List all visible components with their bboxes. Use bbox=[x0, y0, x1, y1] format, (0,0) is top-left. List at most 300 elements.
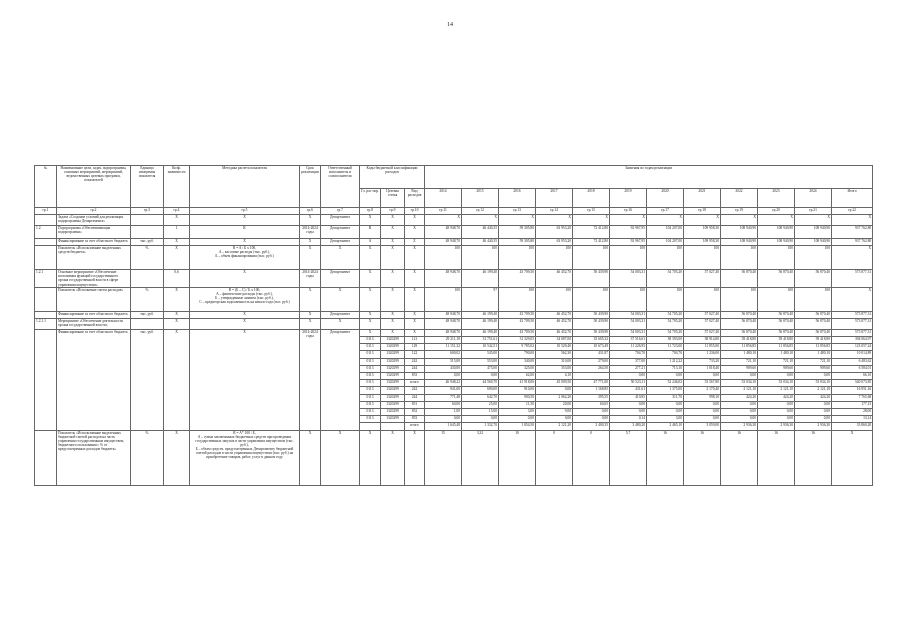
row-value: 10 542,51 bbox=[462, 344, 499, 351]
row-code-kind: X bbox=[405, 311, 425, 318]
header-year: 2021 bbox=[684, 189, 721, 208]
row-method: X bbox=[190, 311, 300, 318]
row-value: X bbox=[832, 287, 873, 311]
row-value: 0,00 bbox=[758, 401, 795, 408]
header-year: 2023 bbox=[758, 189, 795, 208]
row-value: 97 bbox=[462, 287, 499, 311]
row-value: 11 855,00 bbox=[684, 344, 721, 351]
row-value: 3,32 bbox=[462, 430, 499, 485]
row-term: 2014-2024 годы bbox=[300, 270, 321, 288]
row-number bbox=[35, 239, 57, 246]
row-code-grbs: X bbox=[360, 430, 381, 485]
row-number bbox=[35, 430, 57, 485]
row-code-grbs: 0113 bbox=[360, 394, 381, 401]
row-value: 0 bbox=[536, 430, 573, 485]
row-value: 52 246,02 bbox=[647, 380, 684, 387]
row-value: 57 027,40 bbox=[684, 329, 721, 336]
row-value: 721,10 bbox=[758, 358, 795, 365]
row-term: X bbox=[300, 287, 321, 311]
row-value: 104 207,00 bbox=[647, 239, 684, 246]
row-value: 56 870,40 bbox=[795, 311, 832, 318]
row-value: 11,50 bbox=[499, 401, 536, 408]
header-year: 2022 bbox=[721, 189, 758, 208]
header-year: 2015 bbox=[462, 189, 499, 208]
row-value: 50 439,90 bbox=[573, 318, 610, 329]
row-value: 9,00 bbox=[536, 408, 573, 415]
row-value: 2 400,35 bbox=[573, 423, 610, 430]
table-row bbox=[35, 329, 873, 336]
row-method: R = A* 100 / Б, A – сумма заключенных бюджетных средств при проведении государственных закупок в части управления имуществом (тыс. руб.), Б – объем средств, предусмотренных Департаменту бюджетной сметой расходов в части управления имуществом (тыс. руб.) на приобретение товаров, работ, услуг в данном году bbox=[190, 430, 300, 485]
row-value: 48 948,70 bbox=[425, 329, 462, 336]
header-code-grbs: Гл. рас-пор. bbox=[360, 189, 381, 208]
table-row bbox=[35, 430, 873, 485]
row-value: X bbox=[610, 215, 647, 226]
row-code-grbs: X bbox=[360, 329, 381, 336]
column-index: гр.2 bbox=[57, 208, 131, 215]
row-value: 3,00 bbox=[647, 416, 684, 423]
row-code-grbs: X bbox=[360, 215, 381, 226]
row-value: 277,21 bbox=[610, 365, 647, 372]
row-value: 1 854,50 bbox=[499, 423, 536, 430]
row-value: 573 877,31 bbox=[832, 329, 873, 336]
row-value: 177,15 bbox=[832, 401, 873, 408]
row-value: 108 940,90 bbox=[721, 226, 758, 239]
row-value: 38 393,00 bbox=[647, 337, 684, 344]
row-value: 63 953,20 bbox=[536, 226, 573, 239]
row-value: 0,00 bbox=[647, 373, 684, 380]
row-coef: X bbox=[164, 329, 190, 430]
row-code-kind: 852 bbox=[405, 408, 425, 415]
row-value: 573 877,31 bbox=[832, 270, 873, 288]
table-row bbox=[35, 270, 873, 288]
row-resp: Департамент bbox=[321, 215, 360, 226]
row-coef: X bbox=[164, 311, 190, 318]
row-code-target: X bbox=[381, 246, 405, 270]
row-value: 2 170,40 bbox=[684, 387, 721, 394]
row-value: 0,00 bbox=[721, 373, 758, 380]
table-row bbox=[35, 246, 873, 270]
row-value: 10 014,89 bbox=[832, 351, 873, 358]
row-value: 410,85 bbox=[610, 394, 647, 401]
row-value: 841,00 bbox=[425, 387, 462, 394]
row-code-grbs: A bbox=[360, 239, 381, 246]
row-value: 20,00 bbox=[536, 401, 573, 408]
header-term: Срок реализации bbox=[300, 166, 321, 208]
row-value: X bbox=[647, 215, 684, 226]
row-value: X bbox=[795, 215, 832, 226]
row-code-target: X bbox=[381, 329, 405, 336]
row-code-kind: 242 bbox=[405, 387, 425, 394]
row-value: 998,10 bbox=[684, 394, 721, 401]
row-value: 46 452,70 bbox=[536, 270, 573, 288]
row-value: 100 bbox=[647, 287, 684, 311]
row-value: 108 940,90 bbox=[795, 226, 832, 239]
row-code-target: 1320299 bbox=[381, 416, 405, 423]
row-value: 0,00 bbox=[758, 373, 795, 380]
row-value: 54 705,20 bbox=[647, 329, 684, 336]
row-unit bbox=[131, 215, 164, 226]
row-method: X bbox=[190, 270, 300, 288]
column-index: гр.10 bbox=[405, 208, 425, 215]
column-index: гр.22 bbox=[832, 208, 873, 215]
row-value: 5,7 bbox=[610, 430, 647, 485]
row-number: 1.2.1 bbox=[35, 270, 57, 288]
header-row bbox=[35, 166, 873, 189]
row-code-target: X bbox=[381, 311, 405, 318]
row-value: 45 009,50 bbox=[536, 380, 573, 387]
row-value: 0,00 bbox=[795, 373, 832, 380]
header-codes: Коды бюджетной классификации расходов bbox=[360, 166, 425, 189]
row-method: X bbox=[190, 215, 300, 226]
row-resp: X bbox=[321, 246, 360, 270]
row-value: 43 709,50 bbox=[499, 311, 536, 318]
row-value: 62,00 bbox=[499, 373, 536, 380]
row-value: 100 bbox=[610, 246, 647, 270]
row-value: 100 bbox=[536, 246, 573, 270]
row-code-target: 1320299 bbox=[381, 408, 405, 415]
row-value: 1 480,10 bbox=[758, 351, 795, 358]
row-value: 72 412,80 bbox=[573, 226, 610, 239]
row-code-target bbox=[381, 423, 405, 430]
row-value: 54 705,20 bbox=[647, 318, 684, 329]
row-name: Финансирование за счет областного бюджета bbox=[57, 311, 131, 318]
row-value: 325,00 bbox=[499, 365, 536, 372]
row-value: 100 bbox=[758, 246, 795, 270]
row-value: 1,00 bbox=[425, 408, 462, 415]
row-value: 2 465,10 bbox=[647, 423, 684, 430]
row-value: 53 034,10 bbox=[795, 380, 832, 387]
row-value: 48 948,70 bbox=[425, 270, 462, 288]
row-value: 100 bbox=[425, 287, 462, 311]
row-value: 0,00 bbox=[425, 416, 462, 423]
row-value: 0,00 bbox=[610, 401, 647, 408]
row-resp: X bbox=[321, 287, 360, 311]
row-value: 123 057,24 bbox=[832, 344, 873, 351]
header-year: 2017 bbox=[536, 189, 573, 208]
row-code-kind: X bbox=[405, 215, 425, 226]
row-value: 48 948,70 bbox=[425, 318, 462, 329]
header-resp: Ответственный исполнитель и соисполнители bbox=[321, 166, 360, 208]
row-value: 56 870,40 bbox=[758, 270, 795, 288]
row-number bbox=[35, 311, 57, 318]
row-value: 311,70 bbox=[647, 394, 684, 401]
row-value: 600,02 bbox=[425, 351, 462, 358]
row-value: 1 375,00 bbox=[647, 387, 684, 394]
row-unit: тыс. руб. bbox=[131, 329, 164, 430]
row-value: 109 958,30 bbox=[684, 226, 721, 239]
column-index: гр.9 bbox=[381, 208, 405, 215]
header-year: 2014 bbox=[425, 189, 462, 208]
page-number: 14 bbox=[447, 22, 453, 28]
row-value: 721,10 bbox=[721, 358, 758, 365]
row-value: 562,30 bbox=[536, 351, 573, 358]
row-code-grbs: 0113 bbox=[360, 344, 381, 351]
row-value: X bbox=[462, 215, 499, 226]
table-row bbox=[35, 226, 873, 239]
row-value: 100 bbox=[573, 287, 610, 311]
row-unit: тыс. руб. bbox=[131, 239, 164, 246]
row-value: 0,00 bbox=[610, 373, 647, 380]
row-value: X bbox=[573, 215, 610, 226]
row-code-grbs: 0113 bbox=[360, 408, 381, 415]
column-index: гр.5 bbox=[190, 208, 300, 215]
row-code-kind: 242 bbox=[405, 358, 425, 365]
row-value: 108 940,90 bbox=[758, 239, 795, 246]
row-value: 937 762,80 bbox=[832, 239, 873, 246]
row-value: 46 452,70 bbox=[536, 329, 573, 336]
row-value: 909,60 bbox=[795, 365, 832, 372]
row-resp: Департамент bbox=[321, 311, 360, 318]
row-value: 910,00 bbox=[499, 387, 536, 394]
row-value: 0,00 bbox=[610, 408, 647, 415]
row-code-kind: 121 bbox=[405, 337, 425, 344]
row-value: 50 439,90 bbox=[573, 311, 610, 318]
row-code-kind: 851 bbox=[405, 401, 425, 408]
row-value: 100 bbox=[684, 287, 721, 311]
row-code-target: X bbox=[381, 226, 405, 239]
row-value: 100 bbox=[795, 246, 832, 270]
header-code-kind: Вид расходов bbox=[405, 189, 425, 208]
header-year: 2019 bbox=[610, 189, 647, 208]
row-value: X bbox=[721, 215, 758, 226]
column-index: гр.6 bbox=[300, 208, 321, 215]
row-value: 771,48 bbox=[425, 394, 462, 401]
row-value: 46 440,35 bbox=[462, 226, 499, 239]
row-term: X bbox=[300, 311, 321, 318]
header-year: 2024 bbox=[795, 189, 832, 208]
column-index: гр.15 bbox=[573, 208, 610, 215]
row-code-kind: 129 bbox=[405, 344, 425, 351]
row-value: 9 785,02 bbox=[499, 344, 536, 351]
row-value: 34 087,00 bbox=[536, 337, 573, 344]
row-value: X bbox=[536, 215, 573, 226]
row-value: 50 523,11 bbox=[610, 380, 647, 387]
row-code-grbs: 0113 bbox=[360, 380, 381, 387]
row-value: 11 856,85 bbox=[758, 344, 795, 351]
row-code-grbs: X bbox=[360, 311, 381, 318]
row-coef: X bbox=[164, 430, 190, 485]
header-name: Наименование цели, задач, подпрограммы, основных мероприятий, мероприятий, ведомственных целевых программ, показателей bbox=[57, 166, 131, 208]
header-year: 2018 bbox=[573, 189, 610, 208]
row-value: 2 121,10 bbox=[795, 387, 832, 394]
row-code-grbs: 0113 bbox=[360, 401, 381, 408]
row-value: X bbox=[684, 215, 721, 226]
row-value: 2 121,10 bbox=[721, 387, 758, 394]
row-value: 11 723,00 bbox=[647, 344, 684, 351]
row-value: 10 673,49 bbox=[573, 344, 610, 351]
row-value: 92 967,95 bbox=[610, 226, 647, 239]
header-code-target: Целевая статья bbox=[381, 189, 405, 208]
row-value: 545,00 bbox=[462, 351, 499, 358]
row-value: 108 940,90 bbox=[721, 239, 758, 246]
row-value: 0,00 bbox=[462, 373, 499, 380]
row-value: 713,10 bbox=[647, 365, 684, 372]
row-value: 44 560,70 bbox=[462, 380, 499, 387]
row-value: 108 940,90 bbox=[795, 239, 832, 246]
row-value: 1 480,10 bbox=[721, 351, 758, 358]
row-value: 38 914,80 bbox=[684, 337, 721, 344]
row-code-target: 1320299 bbox=[381, 358, 405, 365]
row-value: 108 940,90 bbox=[758, 226, 795, 239]
row-value: 1 236,00 bbox=[684, 351, 721, 358]
row-value: 53 034,10 bbox=[721, 380, 758, 387]
row-value: 66,10 bbox=[832, 373, 873, 380]
row-value: 56 870,40 bbox=[721, 311, 758, 318]
row-value: X bbox=[832, 215, 873, 226]
row-value: 54 705,20 bbox=[647, 270, 684, 288]
row-value: 100 bbox=[462, 246, 499, 270]
row-name: Подпрограмма «Обеспечивающая подпрограмма» bbox=[57, 226, 131, 239]
row-term: 2014-2024 годы bbox=[300, 329, 321, 430]
row-value: 48 948,70 bbox=[425, 226, 462, 239]
row-coef: X bbox=[164, 239, 190, 246]
row-value: 11 226,95 bbox=[610, 344, 647, 351]
row-code-grbs: X bbox=[360, 318, 381, 329]
column-index: гр.12 bbox=[462, 208, 499, 215]
row-code-kind: X bbox=[405, 246, 425, 270]
header-unit: Единица измерения показателя bbox=[131, 166, 164, 208]
row-value: 46 452,70 bbox=[536, 318, 573, 329]
row-term: X bbox=[300, 215, 321, 226]
row-code-grbs: 0113 bbox=[360, 358, 381, 365]
row-value: 10 bbox=[499, 430, 536, 485]
row-value: 2 062,20 bbox=[536, 394, 573, 401]
row-value: 100 bbox=[499, 246, 536, 270]
row-code-grbs: 0113 bbox=[360, 416, 381, 423]
row-value: 100 bbox=[721, 246, 758, 270]
row-value: 909,60 bbox=[721, 365, 758, 372]
header-year: 2020 bbox=[647, 189, 684, 208]
row-resp: Департамент bbox=[321, 270, 360, 288]
row-value: 10 529,40 bbox=[536, 344, 573, 351]
column-index: гр.17 bbox=[647, 208, 684, 215]
row-value: 424,20 bbox=[758, 394, 795, 401]
column-index: гр.14 bbox=[536, 208, 573, 215]
row-value: 100 bbox=[573, 246, 610, 270]
row-value: 394 064,97 bbox=[832, 337, 873, 344]
row-value: 54 003,31 bbox=[610, 270, 647, 288]
row-method: X bbox=[190, 239, 300, 246]
row-coef: X bbox=[164, 215, 190, 226]
row-value: 0,00 bbox=[573, 416, 610, 423]
row-code-target: 1320299 bbox=[381, 394, 405, 401]
row-code-kind: 853 bbox=[405, 373, 425, 380]
column-index: гр.1 bbox=[35, 208, 57, 215]
row-method: R = (Б – С) / Б x 100, A – фактические расходы (тыс. руб.), Б – утвержденные лимиты (тыс. руб.), C – кредиторская задолженность на начало года (тыс. руб.) bbox=[190, 287, 300, 311]
row-value: 54 003,31 bbox=[610, 318, 647, 329]
row-value: 39 418,80 bbox=[721, 337, 758, 344]
row-value: 57 027,40 bbox=[684, 318, 721, 329]
row-value: 104 207,00 bbox=[647, 226, 684, 239]
row-code-kind: итого bbox=[405, 380, 425, 387]
row-value: 33 860,20 bbox=[832, 423, 873, 430]
row-value: 2 121,10 bbox=[758, 387, 795, 394]
row-value: 0,00 bbox=[721, 416, 758, 423]
table-row bbox=[35, 239, 873, 246]
row-value: 431,87 bbox=[573, 351, 610, 358]
row-value: 56 870,40 bbox=[721, 270, 758, 288]
row-value: 46 440,35 bbox=[462, 239, 499, 246]
row-code-kind: Z bbox=[405, 239, 425, 246]
row-value: 92 967,95 bbox=[610, 239, 647, 246]
row-method: X bbox=[190, 329, 300, 430]
row-code-kind: 244 bbox=[405, 365, 425, 372]
row-code-target: 1320299 bbox=[381, 365, 405, 372]
row-code-target: X bbox=[381, 287, 405, 311]
row-value: 37 516,61 bbox=[610, 337, 647, 344]
row-term: X bbox=[300, 430, 321, 485]
row-method: X bbox=[190, 318, 300, 329]
row-value: 100 bbox=[425, 246, 462, 270]
row-value: 0,00 bbox=[795, 401, 832, 408]
row-name: Финансирование за счет областного бюджета bbox=[57, 329, 131, 430]
row-value: 56 870,40 bbox=[795, 318, 832, 329]
row-value: 0,00 bbox=[721, 408, 758, 415]
row-value: 1 645,48 bbox=[425, 423, 462, 430]
row-coef: X bbox=[164, 318, 190, 329]
row-value: 16 bbox=[684, 430, 721, 485]
row-value: 3 059,00 bbox=[684, 423, 721, 430]
row-value: 0,00 bbox=[647, 401, 684, 408]
row-value: 16 bbox=[647, 430, 684, 485]
row-value: 60,00 bbox=[425, 401, 462, 408]
row-code-kind: 244 bbox=[405, 394, 425, 401]
column-index-row bbox=[35, 208, 873, 215]
program-table bbox=[34, 165, 873, 486]
column-index: гр.20 bbox=[758, 208, 795, 215]
row-term: 2014-2024 годы bbox=[300, 226, 321, 239]
row-value: 424,20 bbox=[795, 394, 832, 401]
row-value: 515,00 bbox=[425, 358, 462, 365]
row-code-kind: итого bbox=[405, 423, 425, 430]
row-value: 0,00 bbox=[795, 416, 832, 423]
row-value: 377,00 bbox=[610, 358, 647, 365]
row-value: 1 018,40 bbox=[684, 365, 721, 372]
row-value: 279,00 bbox=[573, 358, 610, 365]
row-unit: % bbox=[131, 287, 164, 311]
row-code-target: X bbox=[381, 430, 405, 485]
row-value: 900,50 bbox=[499, 394, 536, 401]
column-index: гр.3 bbox=[131, 208, 164, 215]
row-value: 100 bbox=[684, 246, 721, 270]
row-value: 13,14 bbox=[832, 416, 873, 423]
row-resp: Департамент bbox=[321, 329, 360, 430]
row-value: 11 151,32 bbox=[425, 344, 462, 351]
row-number bbox=[35, 329, 57, 430]
row-code-grbs: 0113 bbox=[360, 337, 381, 344]
row-value: 431,61 bbox=[610, 387, 647, 394]
row-number: 1.2.1.1 bbox=[35, 318, 57, 329]
row-name: Показатель «Исполнение сметы расходов» bbox=[57, 287, 131, 311]
row-value: 1 332,70 bbox=[462, 423, 499, 430]
row-code-target: 1320299 bbox=[381, 373, 405, 380]
row-value: 6 483,62 bbox=[832, 358, 873, 365]
row-value: 43 709,50 bbox=[499, 329, 536, 336]
row-value: 39 418,80 bbox=[795, 337, 832, 344]
row-value: 7 765,68 bbox=[832, 394, 873, 401]
row-value: 100 bbox=[499, 287, 536, 311]
row-value: 100 bbox=[758, 287, 795, 311]
row-value: X bbox=[499, 215, 536, 226]
row-code-target: 1320299 bbox=[381, 344, 405, 351]
row-value: 2 936,30 bbox=[758, 423, 795, 430]
row-value: 690,00 bbox=[462, 387, 499, 394]
row-name: Показатель «Использование выделенных средств бюджета» bbox=[57, 246, 131, 270]
header-values: Значения по годам реализации bbox=[425, 166, 873, 189]
row-code-target: X bbox=[381, 318, 405, 329]
column-index: гр.16 bbox=[610, 208, 647, 215]
row-value: 100 bbox=[795, 287, 832, 311]
